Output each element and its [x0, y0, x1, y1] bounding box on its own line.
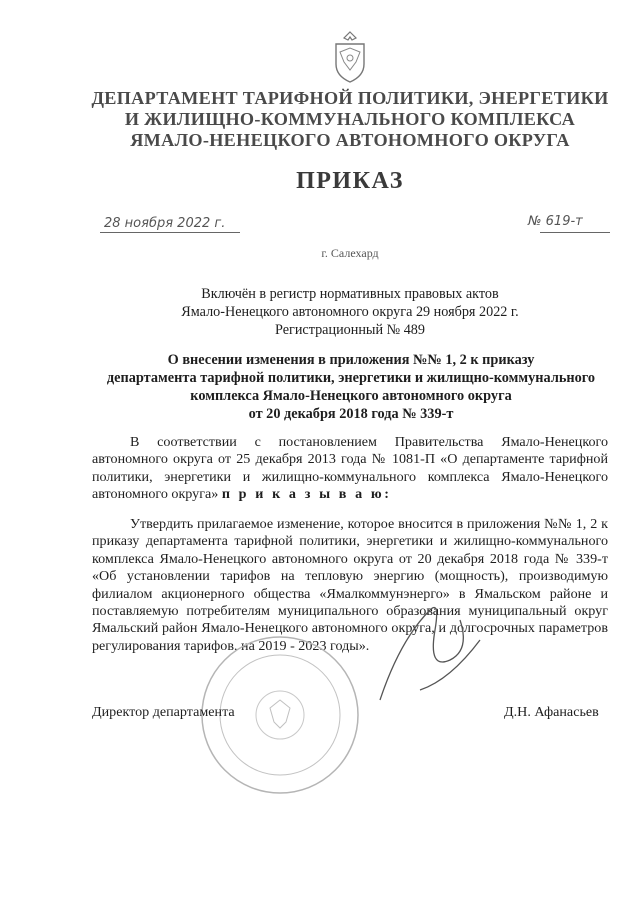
- department-line-1: ДЕПАРТАМЕНТ ТАРИФНОЙ ПОЛИТИКИ, ЭНЕРГЕТИКИ: [91, 88, 609, 108]
- order-verb: п р и к а з ы в а ю:: [221, 486, 392, 503]
- number-underline: [540, 232, 610, 233]
- document-title-line-4: от 20 декабря 2018 года № 339-т: [248, 406, 454, 422]
- signatory-position: Директор департамента: [92, 704, 235, 720]
- signatory-name: Д.Н. Афанасьев: [504, 704, 599, 720]
- document-title: [86, 351, 616, 423]
- department-line-3: ЯМАЛО-НЕНЕЦКОГО АВТОНОМНОГО ОКРУГА: [130, 130, 570, 150]
- registration-note: [0, 285, 640, 339]
- date-underline: [100, 232, 240, 233]
- paragraph-basis-text: В соответствии с постановлением Правительства Ямало-Ненецкого автономного округа от 25 декабря 2013 года № 1081-П «О департаменте тарифной политики, энергетики и жилищно-коммунального комплекса Ямало-Ненецкого автономного округа»: [92, 434, 608, 503]
- order-title: ПРИКАЗ: [296, 168, 404, 194]
- handwritten-date: 28 ноября 2022 г.: [104, 216, 226, 231]
- document-title-line-2: департамента тарифной политики, энергетики и жилищно-коммунального: [106, 370, 596, 386]
- coat-of-arms-emblem: [330, 30, 370, 84]
- department-line-2: И ЖИЛИЩНО-КОММУНАЛЬНОГО КОМПЛЕКСА: [124, 109, 576, 129]
- handwritten-number: № 619-т: [528, 214, 583, 229]
- paragraph-basis: [92, 434, 608, 504]
- department-header: [60, 88, 640, 151]
- city: г. Салехард: [321, 246, 379, 260]
- registration-line-2: Ямало-Ненецкого автономного округа 29 ноября 2022 г.: [181, 304, 519, 320]
- document-title-line-3: комплекса Ямало-Ненецкого автономного округа: [190, 388, 512, 404]
- handwritten-signature: [360, 580, 500, 720]
- document-title-line-1: О внесении изменения в приложения №№ 1, 2 к приказу: [167, 352, 535, 368]
- registration-line-3: Регистрационный № 489: [275, 322, 425, 338]
- registration-line-1: Включён в регистр нормативных правовых актов: [201, 286, 499, 302]
- paragraph-decision: Утвердить прилагаемое изменение, которое вносится в приложения №№ 1, 2 к приказу департамента тарифной политики, энергетики и жилищно-коммунального комплекса Ямало-Ненецкого автономного округа от 20 декабря 2018 года № 339-т «Об установлении тарифов на тепловую энергию (мощность), производимую филиалом акционерного общества «Ямалкоммунэнерго» в Ямальском районе и поставляемую потребителям муниципального образования муниципальный округ Ямальский район Ямало-Ненецкого автономного округа, и долгосрочных параметров регулирования тарифов, на 2019 - 2023 годы».: [92, 516, 608, 654]
